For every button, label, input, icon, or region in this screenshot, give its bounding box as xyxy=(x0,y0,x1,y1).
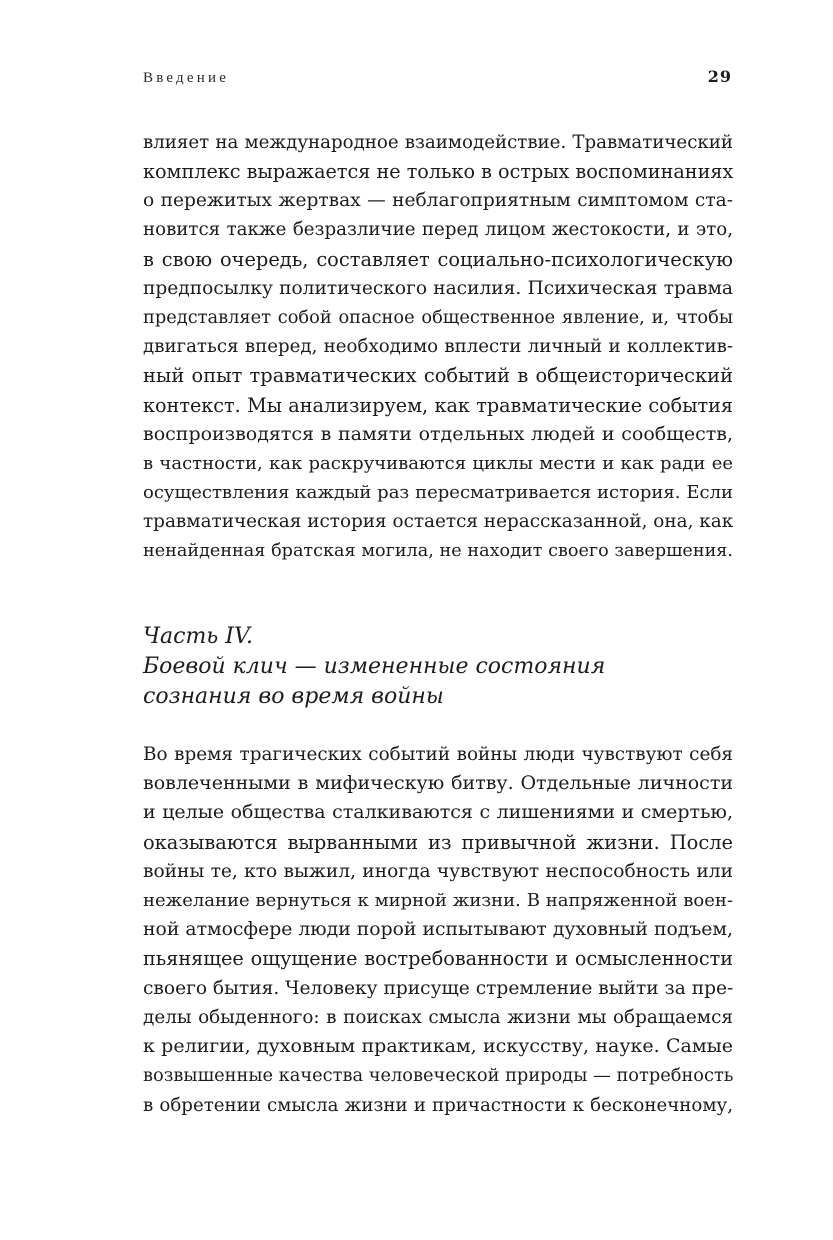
text-line: представляет собой опасное общественное явление, и, чтобы xyxy=(143,307,733,328)
text-line: в свою очередь, составляет социально-психологическую xyxy=(143,248,733,271)
text-line: комплекс выражается не только в острых воспоминаниях xyxy=(143,160,734,183)
text-line: вовлеченными в мифическую битву. Отдельные личности xyxy=(143,772,733,794)
text-line: пьянящее ощущение востребованности и осмысленности xyxy=(143,947,733,970)
text-line: воспроизводятся в памяти отдельных людей и сообществ, xyxy=(143,423,733,445)
text-line: к религии, духовным практикам, искусству, науке. Самые xyxy=(143,1035,733,1057)
section-heading-line: Боевой клич — измененные состояния xyxy=(143,654,606,679)
text-line: Во время трагических событий войны люди чувствуют себя xyxy=(143,744,733,765)
text-line: оказываются вырванными из привычной жизни. После xyxy=(143,831,733,854)
text-line: двигаться вперед, необходимо вплести личный и коллектив- xyxy=(143,336,733,357)
text-line: делы обыденного: в поисках смысла жизни мы обращаемся xyxy=(143,1007,733,1028)
text-line: контекст. Мы анализируем, как травматические события xyxy=(143,394,733,417)
text-line: ненайденная братская могила, не находит своего завершения. xyxy=(143,541,733,561)
text-line: влияет на международное взаимодействие. Травматический xyxy=(143,132,733,153)
text-line: о пережитых жертвах — неблагоприятным симптомом ста- xyxy=(143,190,733,211)
text-line: в обретении смысла жизни и причастности к бесконечному, xyxy=(143,1095,733,1116)
text-line: новится также безразличие перед лицом жестокости, и это, xyxy=(143,219,733,240)
text-line: осуществления каждый раз пересматривается история. Если xyxy=(143,482,733,503)
running-head: Введение xyxy=(143,70,230,86)
text-line: ной атмосфере люди порой испытывают духовный подъем, xyxy=(143,919,733,940)
page-number: 29 xyxy=(707,67,732,86)
section-heading-line: Часть IV. xyxy=(143,624,253,649)
text-line: предпосылку политического насилия. Психическая травма xyxy=(143,278,733,299)
text-line: в частности, как раскручиваются циклы мести и как ради ее xyxy=(143,453,733,474)
text-line: своего бытия. Человеку присуще стремление выйти за пре- xyxy=(143,978,734,999)
text-line: войны те, кто выжил, иногда чувствуют неспособность или xyxy=(143,861,733,882)
text-line: травматическая история остается нерассказанной, она, как xyxy=(143,511,734,532)
text-line: возвышенные качества человеческой природы — потребность xyxy=(143,1065,734,1086)
text-line: и целые общества сталкиваются с лишениями и смертью, xyxy=(143,801,733,823)
text-line: ный опыт травматических событий в общеисторический xyxy=(143,364,733,387)
text-line: нежелание вернуться к мирной жизни. В напряженной воен- xyxy=(143,890,733,911)
section-heading-line: сознания во время войны xyxy=(143,684,444,709)
